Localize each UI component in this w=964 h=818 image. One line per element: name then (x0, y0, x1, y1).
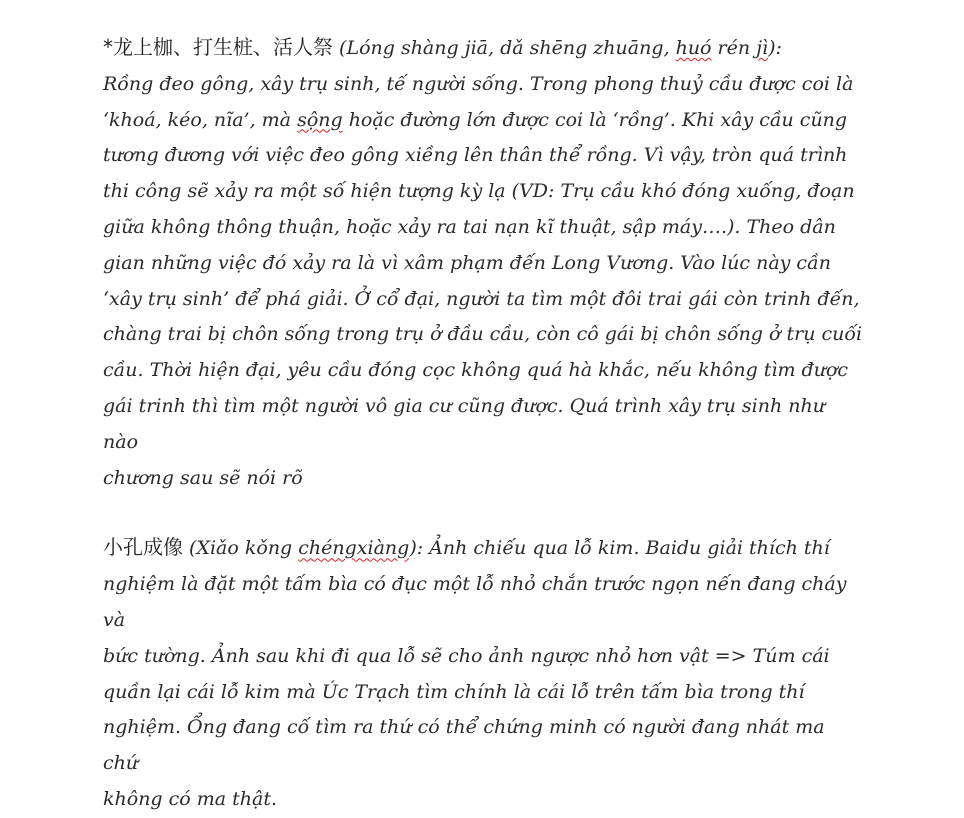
footnote-dragon-yoke (103, 30, 863, 496)
explanation-text: Ảnh chiếu qua lỗ kim. Baidu giải thích thí nghiệm là đặt một tấm bìa có đục một lỗ nhỏ chắn trước ngọn nến đang cháy và bức tường. Ảnh sau khi đi qua lỗ sẽ cho ảnh ngược nhỏ hơn vật => Túm cái quần lại cái lỗ kim mà Úc Trạch tìm chính là cái lỗ trên tấm bìa trong thí nghiệm. Ổng đang cố tìm ra thứ có thể chứng minh có người đang nhát ma chứ không có ma thật. (103, 537, 847, 810)
spellcheck-flagged-word: chéngxiàng (298, 537, 410, 560)
chinese-term: *龙上枷、打生桩、活人祭 (103, 35, 333, 59)
spellcheck-flagged-word: jì (756, 37, 769, 59)
explanation-text: hoặc đường lớn được coi là ‘rồng’. Khi xây cầu cũng tương đương với việc đeo gông xiềng lên thân thể rồng. Vì vậy, tròn quá trình thi công sẽ xảy ra một số hiện tượng kỳ lạ (VD: Trụ cầu khó đóng xuống, đoạn giữa không thông thuận, hoặc xảy ra tai nạn kĩ thuật, sập máy….). Theo dân gian những việc đó xảy ra là vì xâm phạm đến Long Vương. Vào lúc này cần ‘xây trụ sinh’ để phá giải. Ở cổ đại, người ta tìm một đôi trai gái còn trinh đến, chàng trai bị chôn sống trong trụ ở đầu cầu, còn cô gái bị chôn sống ở trụ cuối cầu. Thời hiện đại, yêu cầu đóng cọc không quá hà khắc, nếu không tìm được gái trinh thì tìm một người vô gia cư cũng được. Quá trình xây trụ sinh như nào chương sau sẽ nói rõ (103, 108, 863, 489)
document-body (103, 30, 863, 818)
chinese-term: 小孔成像 (103, 535, 183, 560)
pinyin-text: (Xiǎo kǒng (183, 537, 299, 560)
pinyin-text: ): (409, 537, 424, 560)
spellcheck-flagged-word: huó (675, 37, 712, 59)
explanation-text: Rồng đeo gông, xây trụ sinh, tế người sống. Trong phong thuỷ cầu được coi là ‘khoá, kéo, nĩa’, mà (103, 72, 854, 131)
pinyin-text: (Lóng shàng jiā, dǎ shēng zhuāng, (333, 37, 676, 59)
spellcheck-flagged-word: sộng (297, 108, 343, 131)
pinyin-text: ): (768, 37, 782, 59)
pinyin-text: rén (711, 37, 757, 59)
footnote-pinhole-camera (103, 530, 863, 817)
